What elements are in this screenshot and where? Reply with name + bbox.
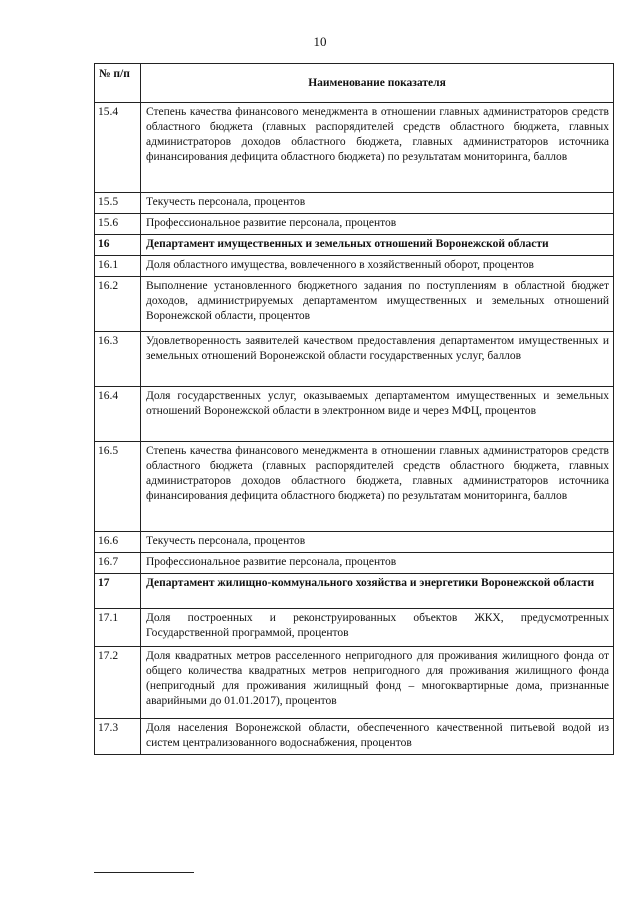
table-row: [95, 442, 614, 532]
row-number: 16: [95, 235, 141, 256]
row-number: 16.2: [95, 277, 141, 332]
row-number: 16.5: [95, 442, 141, 532]
row-number: 15.5: [95, 193, 141, 214]
table-row: [95, 193, 614, 214]
row-number: 16.6: [95, 532, 141, 553]
table-body: [95, 103, 614, 755]
row-indicator-name: Выполнение установленного бюджетного задания по поступлениям в областной бюджет доходов, администрируемых департаментом имущественных и земельных отношений Воронежской области, процентов: [141, 277, 614, 332]
row-number: 17.2: [95, 647, 141, 719]
table-row: [95, 387, 614, 442]
row-indicator-name: Доля квадратных метров расселенного непригодного для проживания жилищного фонда от общего количества квадратных метров непригодного для проживания жилищного фонда (непригодный для проживания жилищный фонд – многоквартирные дома, признанные аварийными до 01.01.2017), процентов: [141, 647, 614, 719]
table-row: [95, 277, 614, 332]
indicators-table: [94, 63, 614, 755]
row-indicator-name: Профессиональное развитие персонала, процентов: [141, 214, 614, 235]
table-row: [95, 574, 614, 609]
row-indicator-name: Доля построенных и реконструированных объектов ЖКХ, предусмотренных Государственной программой, процентов: [141, 609, 614, 647]
table-row: [95, 235, 614, 256]
page-number: 10: [313, 34, 327, 49]
table-row: [95, 609, 614, 647]
footnote-separator: [94, 872, 194, 873]
row-number: 15.6: [95, 214, 141, 235]
row-number: 17: [95, 574, 141, 609]
table-row: [95, 647, 614, 719]
row-number: 15.4: [95, 103, 141, 193]
row-indicator-name: Доля областного имущества, вовлеченного в хозяйственный оборот, процентов: [141, 256, 614, 277]
row-indicator-name: Степень качества финансового менеджмента в отношении главных администраторов средств областного бюджета (главных распорядителей средств областного бюджета, главных администраторов доходов областного бюджета, главных администраторов источника финансирования дефицита областного бюджета) по результатам мониторинга, баллов: [141, 442, 614, 532]
table-row: [95, 332, 614, 387]
header-number: № п/п: [95, 64, 141, 103]
row-indicator-name: Доля населения Воронежской области, обеспеченного качественной питьевой водой из систем централизованного водоснабжения, процентов: [141, 719, 614, 755]
row-indicator-name: Доля государственных услуг, оказываемых департаментом имущественных и земельных отношений Воронежской области в электронном виде и через МФЦ, процентов: [141, 387, 614, 442]
table-row: [95, 214, 614, 235]
row-indicator-name: Департамент имущественных и земельных отношений Воронежской области: [141, 235, 614, 256]
table-row: [95, 719, 614, 755]
row-indicator-name: Профессиональное развитие персонала, процентов: [141, 553, 614, 574]
header-indicator-name: Наименование показателя: [141, 64, 614, 103]
table-row: [95, 256, 614, 277]
table-row: [95, 532, 614, 553]
row-indicator-name: Текучесть персонала, процентов: [141, 532, 614, 553]
row-number: 17.3: [95, 719, 141, 755]
table-header-row: [95, 64, 614, 103]
row-number: 17.1: [95, 609, 141, 647]
table-row: [95, 553, 614, 574]
row-number: 16.7: [95, 553, 141, 574]
row-number: 16.1: [95, 256, 141, 277]
table-row: [95, 103, 614, 193]
row-indicator-name: Департамент жилищно-коммунального хозяйства и энергетики Воронежской области: [141, 574, 614, 609]
row-indicator-name: Степень качества финансового менеджмента в отношении главных администраторов средств областного бюджета (главных распорядителей средств областного бюджета, главных администраторов доходов областного бюджета, главных администраторов источника финансирования дефицита областного бюджета) по результатам мониторинга, баллов: [141, 103, 614, 193]
row-indicator-name: Текучесть персонала, процентов: [141, 193, 614, 214]
row-number: 16.3: [95, 332, 141, 387]
row-indicator-name: Удовлетворенность заявителей качеством предоставления департаментом имущественных и земельных отношений Воронежской области государственных услуг, баллов: [141, 332, 614, 387]
row-number: 16.4: [95, 387, 141, 442]
